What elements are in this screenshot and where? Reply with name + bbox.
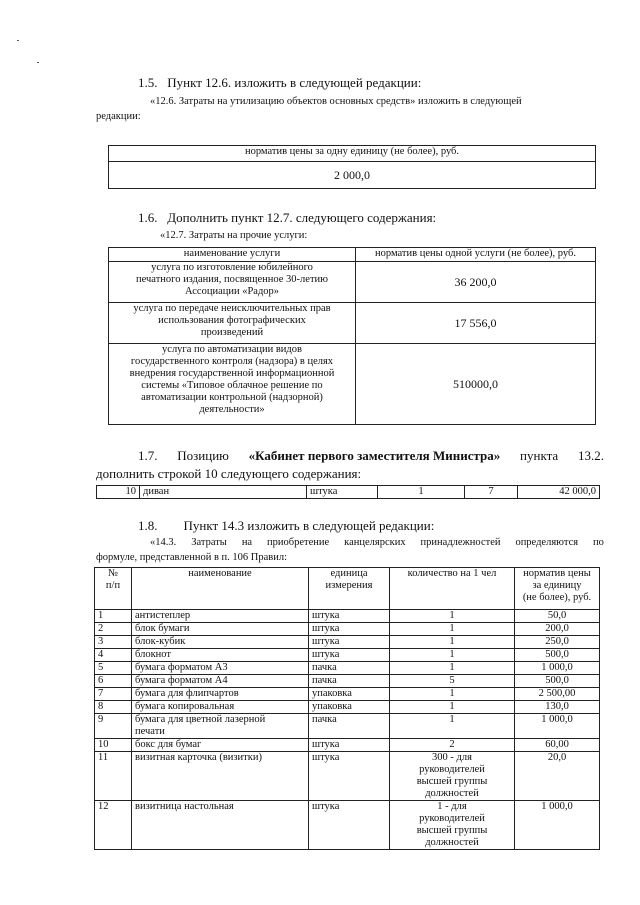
table-cell: 510000,0 — [356, 344, 596, 425]
table-cell: 11 — [95, 752, 132, 801]
table-cell: 6 — [95, 675, 132, 688]
table-cell: штука — [309, 801, 390, 850]
table-cell: 60,00 — [515, 739, 600, 752]
section-1-8-intro-line1 — [150, 537, 604, 548]
table-cell: 1 — [95, 610, 132, 623]
text-word: «14.3. — [150, 537, 177, 548]
table-cell: 1 — [390, 623, 515, 636]
table-header: единица измерения — [309, 568, 390, 610]
table-cell: блок-кубик — [132, 636, 309, 649]
table-cell: 1 — [390, 662, 515, 675]
table-cell: 17 556,0 — [356, 303, 596, 344]
table-row — [95, 636, 600, 649]
table-cell: штука — [307, 486, 378, 499]
table-cell: 10 — [97, 486, 140, 499]
table-cell: 1 — [378, 486, 465, 499]
text-word: Позицию — [177, 448, 229, 463]
section-1-6-heading: 1.6. Дополнить пункт 12.7. следующего содержания: — [138, 210, 437, 225]
text-word: приобретение — [267, 537, 330, 548]
table-row — [95, 649, 600, 662]
table-cell: штука — [309, 649, 390, 662]
text-word: принадлежностей — [420, 537, 501, 548]
table-row — [95, 688, 600, 701]
table-cell: 500,0 — [515, 649, 600, 662]
table-cell: 2 — [390, 739, 515, 752]
table-cell: штука — [309, 636, 390, 649]
table-cell: 12 — [95, 801, 132, 850]
table-cell: 1 000,0 — [515, 714, 600, 739]
sofa-row-table — [96, 485, 600, 499]
table-cell: упаковка — [309, 701, 390, 714]
table-cell: 7 — [95, 688, 132, 701]
section-1-6-intro: «12.7. Затраты на прочие услуги: — [160, 230, 308, 241]
scan-speck — [37, 62, 39, 63]
table-header: № п/п — [95, 568, 132, 610]
table-cell: 5 — [390, 675, 515, 688]
table-cell: визитная карточка (визитки) — [132, 752, 309, 801]
table-cell: бумага для флипчартов — [132, 688, 309, 701]
table-cell: штука — [309, 610, 390, 623]
text-word: 13.2. — [577, 448, 604, 463]
table-header: наименование услуги — [109, 248, 356, 262]
table-cell: пачка — [309, 662, 390, 675]
table-cell: 130,0 — [515, 701, 600, 714]
stationery-table — [94, 567, 600, 850]
table-cell: бумага форматом А4 — [132, 675, 309, 688]
table-cell: 5 — [95, 662, 132, 675]
table-cell: 2 — [95, 623, 132, 636]
table-cell: 300 - для руководителей высшей группы должностей — [390, 752, 515, 801]
table-cell: 10 — [95, 739, 132, 752]
section-1-7-number: 1.7. — [138, 448, 158, 463]
table-row — [95, 739, 600, 752]
table-cell: 2 000,0 — [109, 162, 596, 189]
table-cell: 1 — [390, 610, 515, 623]
table-cell: услуга по изготовление юбилейного печатного издания, посвященное 30-летию Ассоциации «Радор» — [109, 262, 356, 303]
table-row — [95, 714, 600, 739]
table-cell: 500,0 — [515, 675, 600, 688]
table-cell: 1 — [390, 688, 515, 701]
table-cell: 200,0 — [515, 623, 600, 636]
table-row — [95, 701, 600, 714]
table-row — [95, 623, 600, 636]
text-word: определяются — [515, 537, 579, 548]
table-cell: бумага форматом А3 — [132, 662, 309, 675]
table-row — [95, 675, 600, 688]
table-cell: 3 — [95, 636, 132, 649]
stationery-rows — [95, 610, 600, 850]
table-cell: 1 — [390, 714, 515, 739]
table-cell: блокнот — [132, 649, 309, 662]
table-cell: 50,0 — [515, 610, 600, 623]
section-1-5-text-line2: редакции: — [96, 111, 141, 122]
section-1-8-intro-line2: формуле, представленной в п. 106 Правил: — [96, 552, 288, 563]
scan-speck — [17, 40, 19, 41]
table-cell: 36 200,0 — [356, 262, 596, 303]
table-cell: штука — [309, 739, 390, 752]
section-1-5-text-line1: «12.6. Затраты на утилизацию объектов основных средств» изложить в следующей — [150, 96, 522, 107]
table-cell: 4 — [95, 649, 132, 662]
table-cell: 8 — [95, 701, 132, 714]
table-row — [95, 752, 600, 801]
table-cell: 42 000,0 — [518, 486, 600, 499]
section-1-7-line2: дополнить строкой 10 следующего содержания: — [96, 466, 362, 481]
table-cell: 250,0 — [515, 636, 600, 649]
text-word: канцелярских — [344, 537, 406, 548]
table-cell: бокс для бумаг — [132, 739, 309, 752]
table-cell: 2 500,00 — [515, 688, 600, 701]
table-cell: антистеплер — [132, 610, 309, 623]
table-cell: бумага копировальная — [132, 701, 309, 714]
table-row — [95, 801, 600, 850]
table-cell: 1 — [390, 636, 515, 649]
table-cell: пачка — [309, 714, 390, 739]
table-cell: штука — [309, 623, 390, 636]
table-cell: 9 — [95, 714, 132, 739]
section-1-8-heading: 1.8. Пункт 14.3 изложить в следующей редакции: — [138, 518, 435, 533]
table-cell: 1 — [390, 701, 515, 714]
table-cell: 1 000,0 — [515, 801, 600, 850]
table-cell: пачка — [309, 675, 390, 688]
table-cell: бумага для цветной лазерной печати — [132, 714, 309, 739]
text-word: на — [241, 537, 253, 548]
table-cell: услуга по передаче неисключительных прав использования фотографических произведений — [109, 303, 356, 344]
table-cell: 1 000,0 — [515, 662, 600, 675]
table-cell: диван — [140, 486, 307, 499]
table-header: норматив цены за одну единицу (не более), руб. — [109, 146, 596, 162]
table-row — [95, 662, 600, 675]
table-cell: визитница настольная — [132, 801, 309, 850]
disposal-cost-table — [108, 145, 596, 189]
text-word: по — [593, 537, 604, 548]
table-header: норматив цены одной услуги (не более), руб. — [356, 248, 596, 262]
table-cell: 1 — [390, 649, 515, 662]
table-cell: услуга по автоматизации видов государственного контроля (надзора) в целях внедрения государственной информационной системы «Типовое облачное решение по автоматизации контрольной (надзорной) деятельности» — [109, 344, 356, 425]
table-header: норматив цены за единицу (не более), руб. — [515, 568, 600, 610]
text-word: пункта — [520, 448, 559, 463]
section-1-5-heading: 1.5. Пункт 12.6. изложить в следующей редакции: — [138, 75, 422, 90]
table-row — [95, 610, 600, 623]
table-header: наименование — [132, 568, 309, 610]
table-cell: 20,0 — [515, 752, 600, 801]
table-cell: штука — [309, 752, 390, 801]
table-cell: блок бумаги — [132, 623, 309, 636]
table-header: количество на 1 чел — [390, 568, 515, 610]
other-services-table — [108, 247, 596, 425]
section-1-7-line1 — [138, 448, 604, 464]
table-cell: 1 - для руководителей высшей группы должностей — [390, 801, 515, 850]
text-word: Затраты — [191, 537, 227, 548]
table-cell: упаковка — [309, 688, 390, 701]
bold-phrase: «Кабинет первого заместителя Министра» — [248, 448, 501, 463]
table-cell: 7 — [465, 486, 518, 499]
